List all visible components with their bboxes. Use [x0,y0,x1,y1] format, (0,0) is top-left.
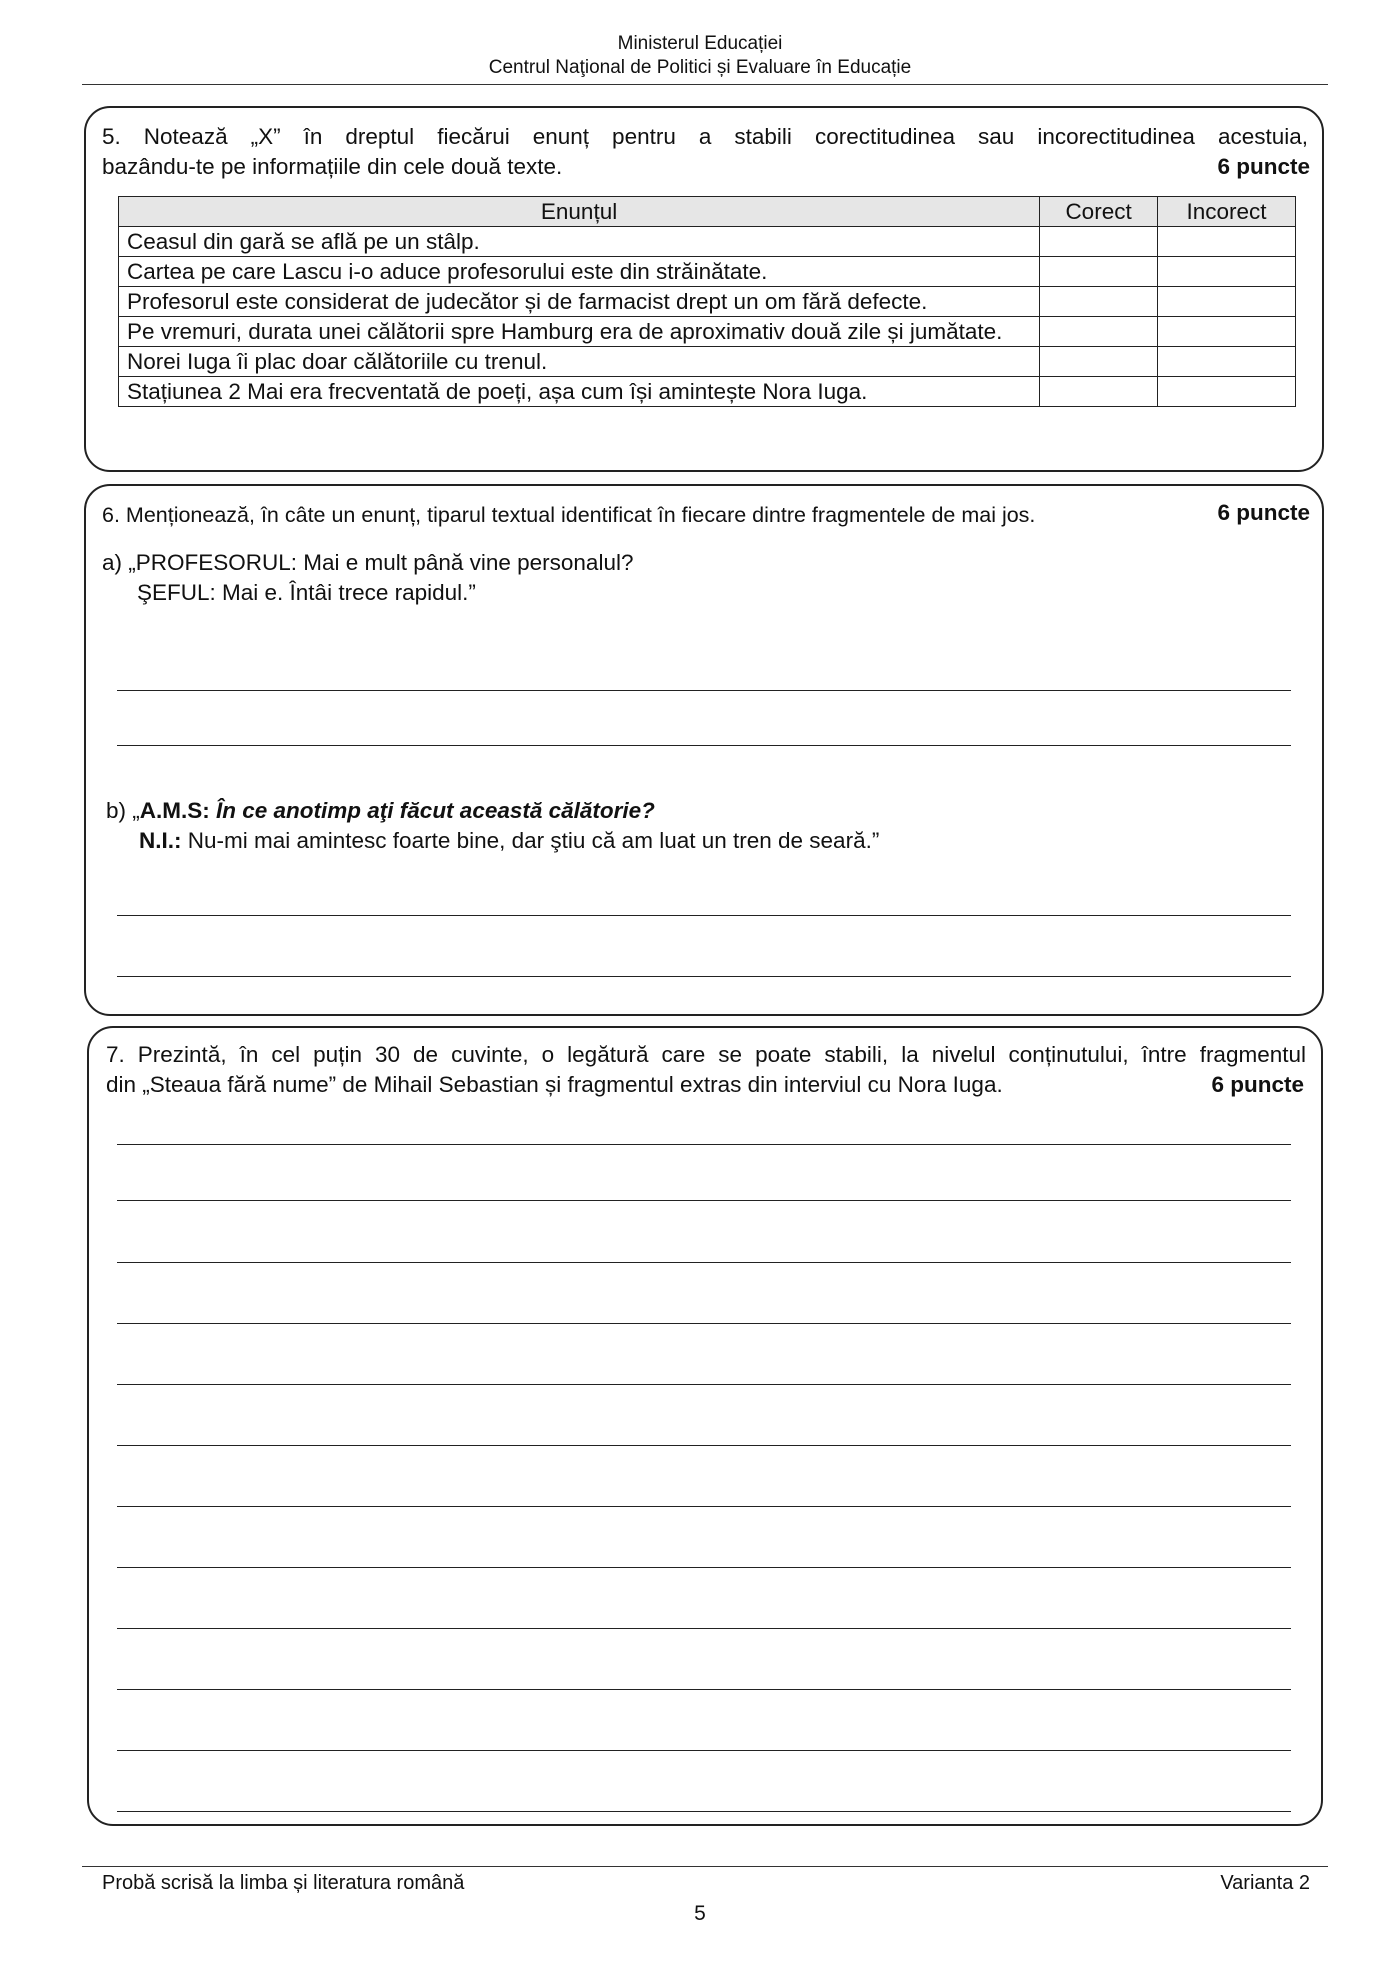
correct-mark-cell[interactable] [1040,257,1158,287]
incorrect-mark-cell[interactable] [1158,317,1296,347]
answer-line[interactable] [117,976,1291,977]
answer-line[interactable] [117,1323,1291,1324]
statement-cell: Ceasul din gară se află pe un stâlp. [119,227,1040,257]
q5-text-line2: bazându-te pe informațiile din cele două texte. [102,154,563,179]
page-header [0,32,1400,80]
page-number: 5 [694,1902,706,1925]
incorrect-mark-cell[interactable] [1158,287,1296,317]
incorrect-mark-cell[interactable] [1158,257,1296,287]
answer-line[interactable] [117,1200,1291,1201]
statement-cell: Cartea pe care Lascu i-o aduce profesorului este din străinătate. [119,257,1040,287]
correct-mark-cell[interactable] [1040,227,1158,257]
correct-mark-cell[interactable] [1040,317,1158,347]
answer-line[interactable] [117,690,1291,691]
q7-text-line2: din „Steaua fără nume” de Mihail Sebastian și fragmentul extras din interviul cu Nora Iuga. [106,1072,1003,1097]
q6-b-speaker2: N.I.: [139,828,182,853]
header-center: Centrul Naţional de Politici și Evaluare în Educație [488,57,912,78]
question-7-box [87,1026,1323,1826]
footer-exam-title: Probă scrisă la limba și literatura română [102,1872,465,1894]
table-row [119,227,1296,257]
answer-line[interactable] [117,1144,1291,1145]
q6-b-speaker1: A.M.S: [139,798,210,823]
q5-true-false-table [118,196,1296,407]
table-row [119,257,1296,287]
q5-points: 6 puncte [1217,154,1310,179]
correct-mark-cell[interactable] [1040,377,1158,407]
incorrect-mark-cell[interactable] [1158,227,1296,257]
answer-line[interactable] [117,1506,1291,1507]
q7-text-line1: 7. Prezintă, în cel puțin 30 de cuvinte, o legătură care se poate stabili, la nivelul conținutului, între fragmentul [106,1042,1306,1067]
q6-b-question: În ce anotimp aţi făcut această călătorie? [216,798,655,823]
footer-variant: Varianta 2 [1220,1872,1310,1894]
q5-text-line1: 5. Notează „X” în dreptul fiecărui enunț pentru a stabili corectitudinea sau incorectitudinea acestuia, [102,124,1308,149]
answer-line[interactable] [117,745,1291,746]
q6-points: 6 puncte [1217,500,1310,525]
header-divider [82,84,1328,85]
answer-line[interactable] [117,1262,1291,1263]
header-ministry: Ministerul Educației [617,33,783,54]
answer-line[interactable] [117,1750,1291,1751]
statement-cell: Norei Iuga îi plac doar călătoriile cu trenul. [119,347,1040,377]
q6-text: 6. Menționează, în câte un enunț, tiparul textual identificat în fiecare dintre fragmentele de mai jos. [102,503,1036,527]
statement-cell: Pe vremuri, durata unei călătorii spre Hamburg era de aproximativ două zile și jumătate. [119,317,1040,347]
table-row [119,317,1296,347]
table-row [119,287,1296,317]
statement-cell: Stațiunea 2 Mai era frecventată de poeți, așa cum își amintește Nora Iuga. [119,377,1040,407]
answer-line[interactable] [117,1689,1291,1690]
answer-line[interactable] [117,1445,1291,1446]
answer-line[interactable] [117,915,1291,916]
statement-cell: Profesorul este considerat de judecător și de farmacist drept un om fără defecte. [119,287,1040,317]
q6-fragment-b-line2 [139,826,879,856]
q6-b-prefix: b) „ [106,798,140,823]
correct-mark-cell[interactable] [1040,347,1158,377]
table-header-row [119,197,1296,227]
q6-fragment-a-line1: a) „PROFESORUL: Mai e mult până vine personalul? [102,550,634,575]
header-statement: Enunțul [119,197,1040,227]
table-row [119,377,1296,407]
q6-b-answer: Nu-mi mai amintesc foarte bine, dar ştiu că am luat un tren de seară.” [187,828,880,853]
incorrect-mark-cell[interactable] [1158,347,1296,377]
correct-mark-cell[interactable] [1040,287,1158,317]
answer-line[interactable] [117,1811,1291,1812]
header-incorrect: Incorect [1158,197,1296,227]
answer-line[interactable] [117,1384,1291,1385]
q6-fragment-b-line1 [106,796,655,826]
table-row [119,347,1296,377]
answer-line[interactable] [117,1567,1291,1568]
answer-line[interactable] [117,1628,1291,1629]
q7-points: 6 puncte [1211,1072,1304,1097]
q6-fragment-a-line2: ŞEFUL: Mai e. Întâi trece rapidul.” [137,580,476,605]
incorrect-mark-cell[interactable] [1158,377,1296,407]
footer-divider [82,1866,1328,1867]
header-correct: Corect [1040,197,1158,227]
